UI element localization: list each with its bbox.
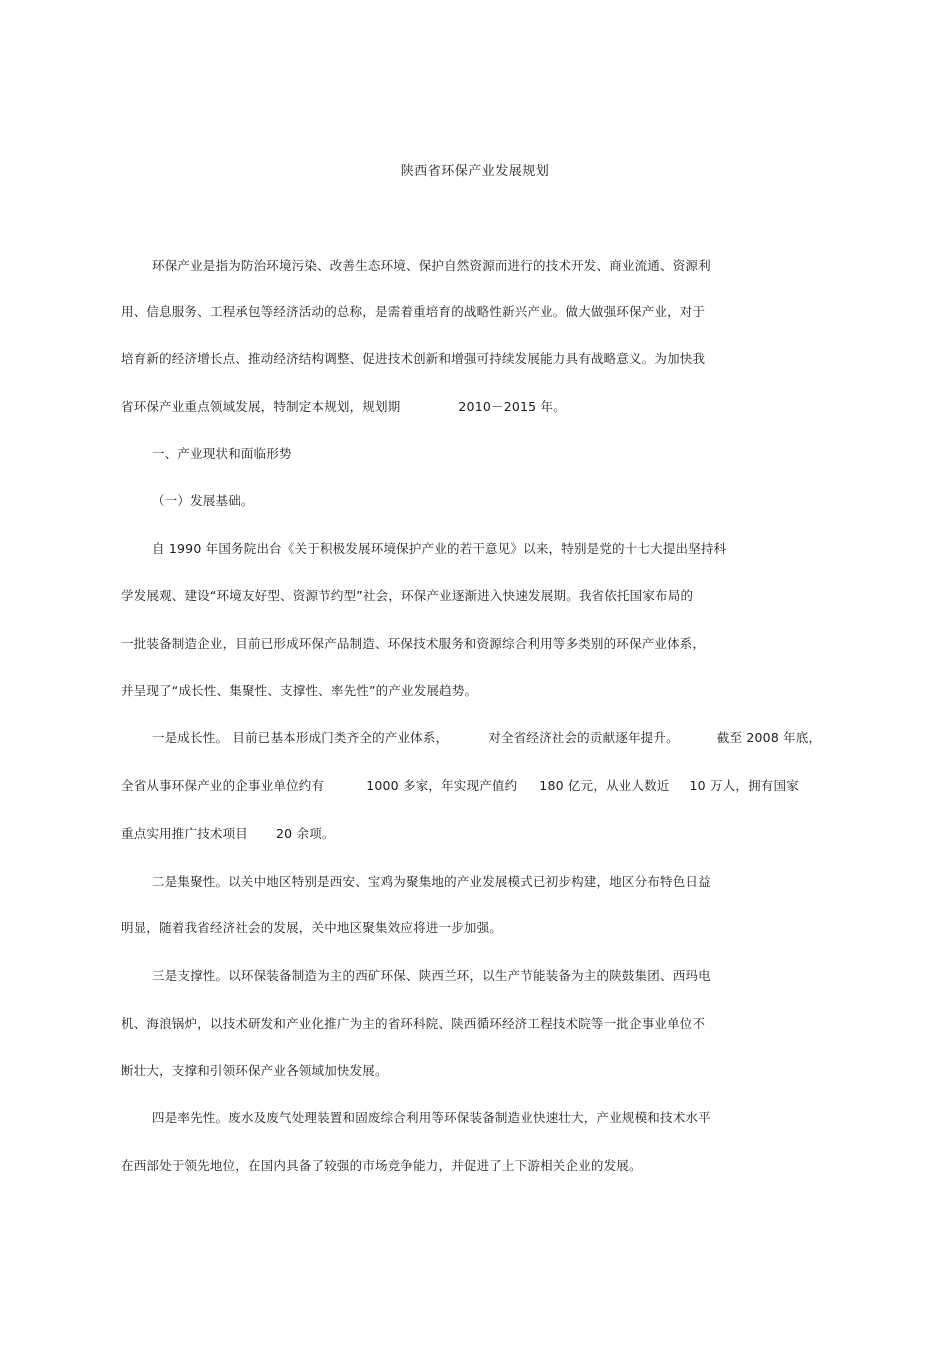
growth-text-g: 10 万人，拥有国家 — [689, 778, 799, 793]
paragraph-growth-line-2 — [121, 778, 799, 794]
paragraph-basis-line-2: 学发展观、建设“环境友好型、资源节约型”社会，环保产业逐渐进入快速发展期。我省依托国家布局的 — [121, 588, 694, 603]
paragraph-basis-line-4: 并呈现了“成长性、集聚性、支撑性、率先性”的产业发展趋势。 — [121, 683, 478, 698]
growth-text-c: 截至 2008 年底， — [716, 730, 822, 745]
paragraph-intro-line-1: 环保产业是指为防治环境污染、改善生态环境、保护自然资源而进行的技术开发、商业流通、资源利 — [152, 258, 711, 273]
paragraph-intro-line-2: 用、信息服务、工程承包等经济活动的总称，是需着重培育的战略性新兴产业。做大做强环保产业，对于 — [121, 304, 706, 319]
paragraph-growth-line-1 — [152, 730, 821, 746]
growth-text-b: 对全省经济社会的贡献逐年提升。 — [488, 730, 679, 745]
paragraph-cluster-line-2: 明显，随着我省经济社会的发展，关中地区聚集效应将进一步加强。 — [121, 920, 503, 935]
subsection-heading-1: （一）发展基础。 — [152, 493, 254, 508]
growth-text-d: 全省从事环保产业的企事业单位约有 — [121, 778, 325, 793]
paragraph-intro-line-4-text: 省环保产业重点领域发展，特制定本规划，规划期 — [121, 399, 401, 414]
paragraph-basis-line-1: 自 1990 年国务院出台《关于积极发展环境保护产业的若干意见》以来，特别是党的十七大提出坚持科 — [152, 541, 727, 556]
growth-text-h: 重点实用推广技术项目 — [121, 826, 249, 841]
growth-text-f: 180 亿元，从业人数近 — [539, 778, 670, 793]
paragraph-basis-line-3: 一批装备制造企业，目前已形成环保产品制造、环保技术服务和资源综合利用等多类别的环保产业体系， — [121, 636, 706, 651]
paragraph-support-line-1: 三是支撑性。以环保装备制造为主的西矿环保、陕西兰环，以生产节能装备为主的陕鼓集团、西玛电 — [152, 968, 711, 983]
paragraph-growth-line-3 — [121, 826, 335, 842]
paragraph-lead-line-2: 在西部处于领先地位，在国内具备了较强的市场竞争能力，并促进了上下游相关企业的发展。 — [121, 1158, 642, 1173]
section-heading-1: 一、产业现状和面临形势 — [152, 446, 292, 461]
growth-text-i: 20 余项。 — [276, 826, 335, 841]
paragraph-intro-line-3: 培育新的经济增长点、推动经济结构调整、促进技术创新和增强可持续发展能力具有战略意义。为加快我 — [121, 351, 706, 366]
paragraph-cluster-line-1: 二是集聚性。以关中地区特别是西安、宝鸡为聚集地的产业发展模式已初步构建，地区分布特色日益 — [152, 874, 711, 889]
planning-period: 2010－2015 年。 — [458, 399, 566, 414]
paragraph-support-line-2: 机、海浪锅炉，以技术研发和产业化推广为主的省环科院、陕西循环经济工程技术院等一批企事业单位不 — [121, 1016, 706, 1031]
growth-text-a: 一是成长性。 目前已基本形成门类齐全的产业体系， — [152, 730, 449, 745]
document-title: 陕西省环保产业发展规划 — [400, 164, 550, 179]
paragraph-intro-line-4 — [121, 399, 566, 415]
paragraph-support-line-3: 断壮大，支撑和引领环保产业各领域加快发展。 — [121, 1063, 388, 1078]
growth-text-e: 1000 多家，年实现产值约 — [366, 778, 518, 793]
paragraph-lead-line-1: 四是率先性。废水及废气处理装置和固废综合利用等环保装备制造业快速壮大，产业规模和技术水平 — [152, 1110, 711, 1125]
